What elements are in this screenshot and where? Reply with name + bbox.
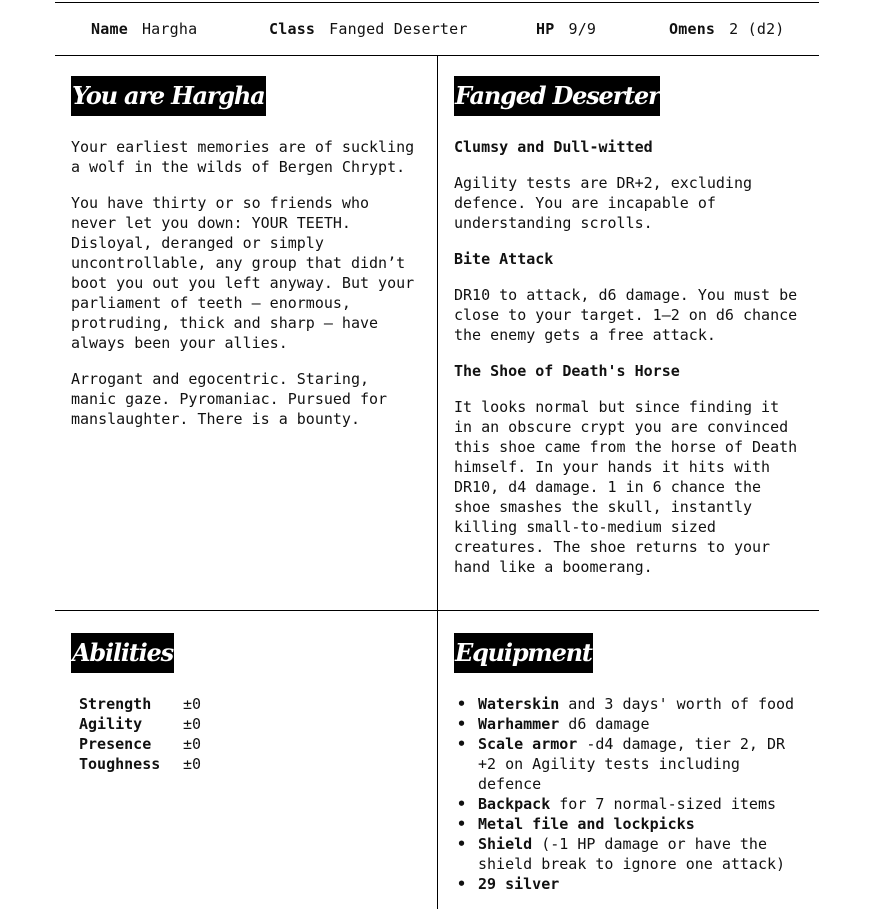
name-value: Hargha [141, 20, 198, 38]
bio-paragraph: Arrogant and egocentric. Staring, manic gaze. Pyromaniac. Pursued for manslaughter. There is a bounty. [71, 370, 388, 428]
equipment-item-detail: d6 damage [559, 715, 650, 733]
equipment-item [478, 714, 806, 734]
name-field [91, 20, 197, 38]
feature-text: Agility tests are DR+2, excluding defence. You are incapable of understanding scrolls. [454, 174, 753, 232]
hp-field [536, 20, 596, 38]
abilities-section [71, 633, 423, 774]
ability-value: ±0 [183, 695, 202, 713]
character-sheet [55, 2, 819, 909]
feature-name: Bite Attack [454, 250, 554, 268]
ability-name: Strength [79, 695, 152, 713]
equipment-section [454, 633, 806, 894]
feature-text: It looks normal but since finding it in an obscure crypt you are convinced this shoe came from the horse of Death himself. In your hands it hits with DR10, d4 damage. 1 in 6 chance the shoe smashes the skull, instantly killing small-to-medium sized creatures. The shoe returns to your hand like a boomerang. [454, 398, 798, 576]
ability-row [79, 734, 201, 754]
ability-value: ±0 [183, 715, 202, 733]
equipment-item-name: Waterskin [478, 695, 560, 713]
equipment-item [478, 694, 806, 714]
equipment-item-detail: (-1 HP damage or have the shield break to ignore one attack) [478, 835, 786, 873]
abilities-table [79, 694, 201, 774]
equipment-item-detail: for 7 normal-sized items [550, 795, 777, 813]
equipment-item-detail: -d4 damage, tier 2, DR +2 on Agility tests including defence [478, 735, 786, 793]
omens-field [669, 20, 785, 38]
hp-value: 9/9 [568, 20, 597, 38]
feature-text: DR10 to attack, d6 damage. You must be close to your target. 1–2 on d6 chance the enemy gets a free attack. [454, 286, 798, 344]
column-divider [437, 56, 438, 909]
equipment-item-name: Shield [478, 835, 533, 853]
name-label: Name [91, 20, 128, 38]
bio-title: You are Hargha [71, 76, 266, 116]
hp-label: HP [536, 20, 555, 38]
ability-value: ±0 [183, 735, 202, 753]
equipment-item-name: Warhammer [478, 715, 560, 733]
row-divider [55, 610, 819, 611]
equipment-item [478, 814, 806, 834]
equipment-item [478, 834, 806, 874]
ability-value: ±0 [183, 755, 202, 773]
ability-row [79, 754, 201, 774]
ability-name: Agility [79, 715, 143, 733]
equipment-item-name: 29 silver [478, 875, 560, 893]
class-label: Class [269, 20, 316, 38]
feature-name: Clumsy and Dull-witted [454, 138, 653, 156]
ability-name: Toughness [79, 755, 161, 773]
class-value: Fanged Deserter [329, 20, 468, 38]
equipment-item [478, 794, 806, 814]
abilities-title: Abilities [71, 633, 174, 673]
character-header [55, 2, 819, 56]
ability-name: Presence [79, 735, 152, 753]
equipment-list [454, 694, 806, 894]
equipment-item-name: Metal file and lockpicks [478, 815, 695, 833]
equipment-item-name: Scale armor [478, 735, 578, 753]
bio-paragraph: Your earliest memories are of suckling a wolf in the wilds of Bergen Chrypt. [71, 138, 415, 176]
class-title: Fanged Deserter [454, 76, 660, 116]
omens-label: Omens [669, 20, 716, 38]
feature-name: The Shoe of Death's Horse [454, 362, 680, 380]
ability-row [79, 714, 201, 734]
class-section [454, 76, 806, 593]
equipment-item-detail: and 3 days' worth of food [559, 695, 795, 713]
bio-section [71, 76, 423, 445]
equipment-item [478, 734, 806, 794]
bio-paragraph: You have thirty or so friends who never let you down: YOUR TEETH. Disloyal, deranged or simply uncontrollable, any group that didn’t boot you out you left anyway. But your parliament of teeth — enormous, protruding, thick and sharp — have always been your allies. [71, 194, 415, 352]
class-field [269, 20, 468, 38]
omens-value: 2 (d2) [729, 20, 785, 38]
equipment-title: Equipment [454, 633, 593, 673]
ability-row [79, 694, 201, 714]
equipment-item-name: Backpack [478, 795, 551, 813]
equipment-item [478, 874, 806, 894]
